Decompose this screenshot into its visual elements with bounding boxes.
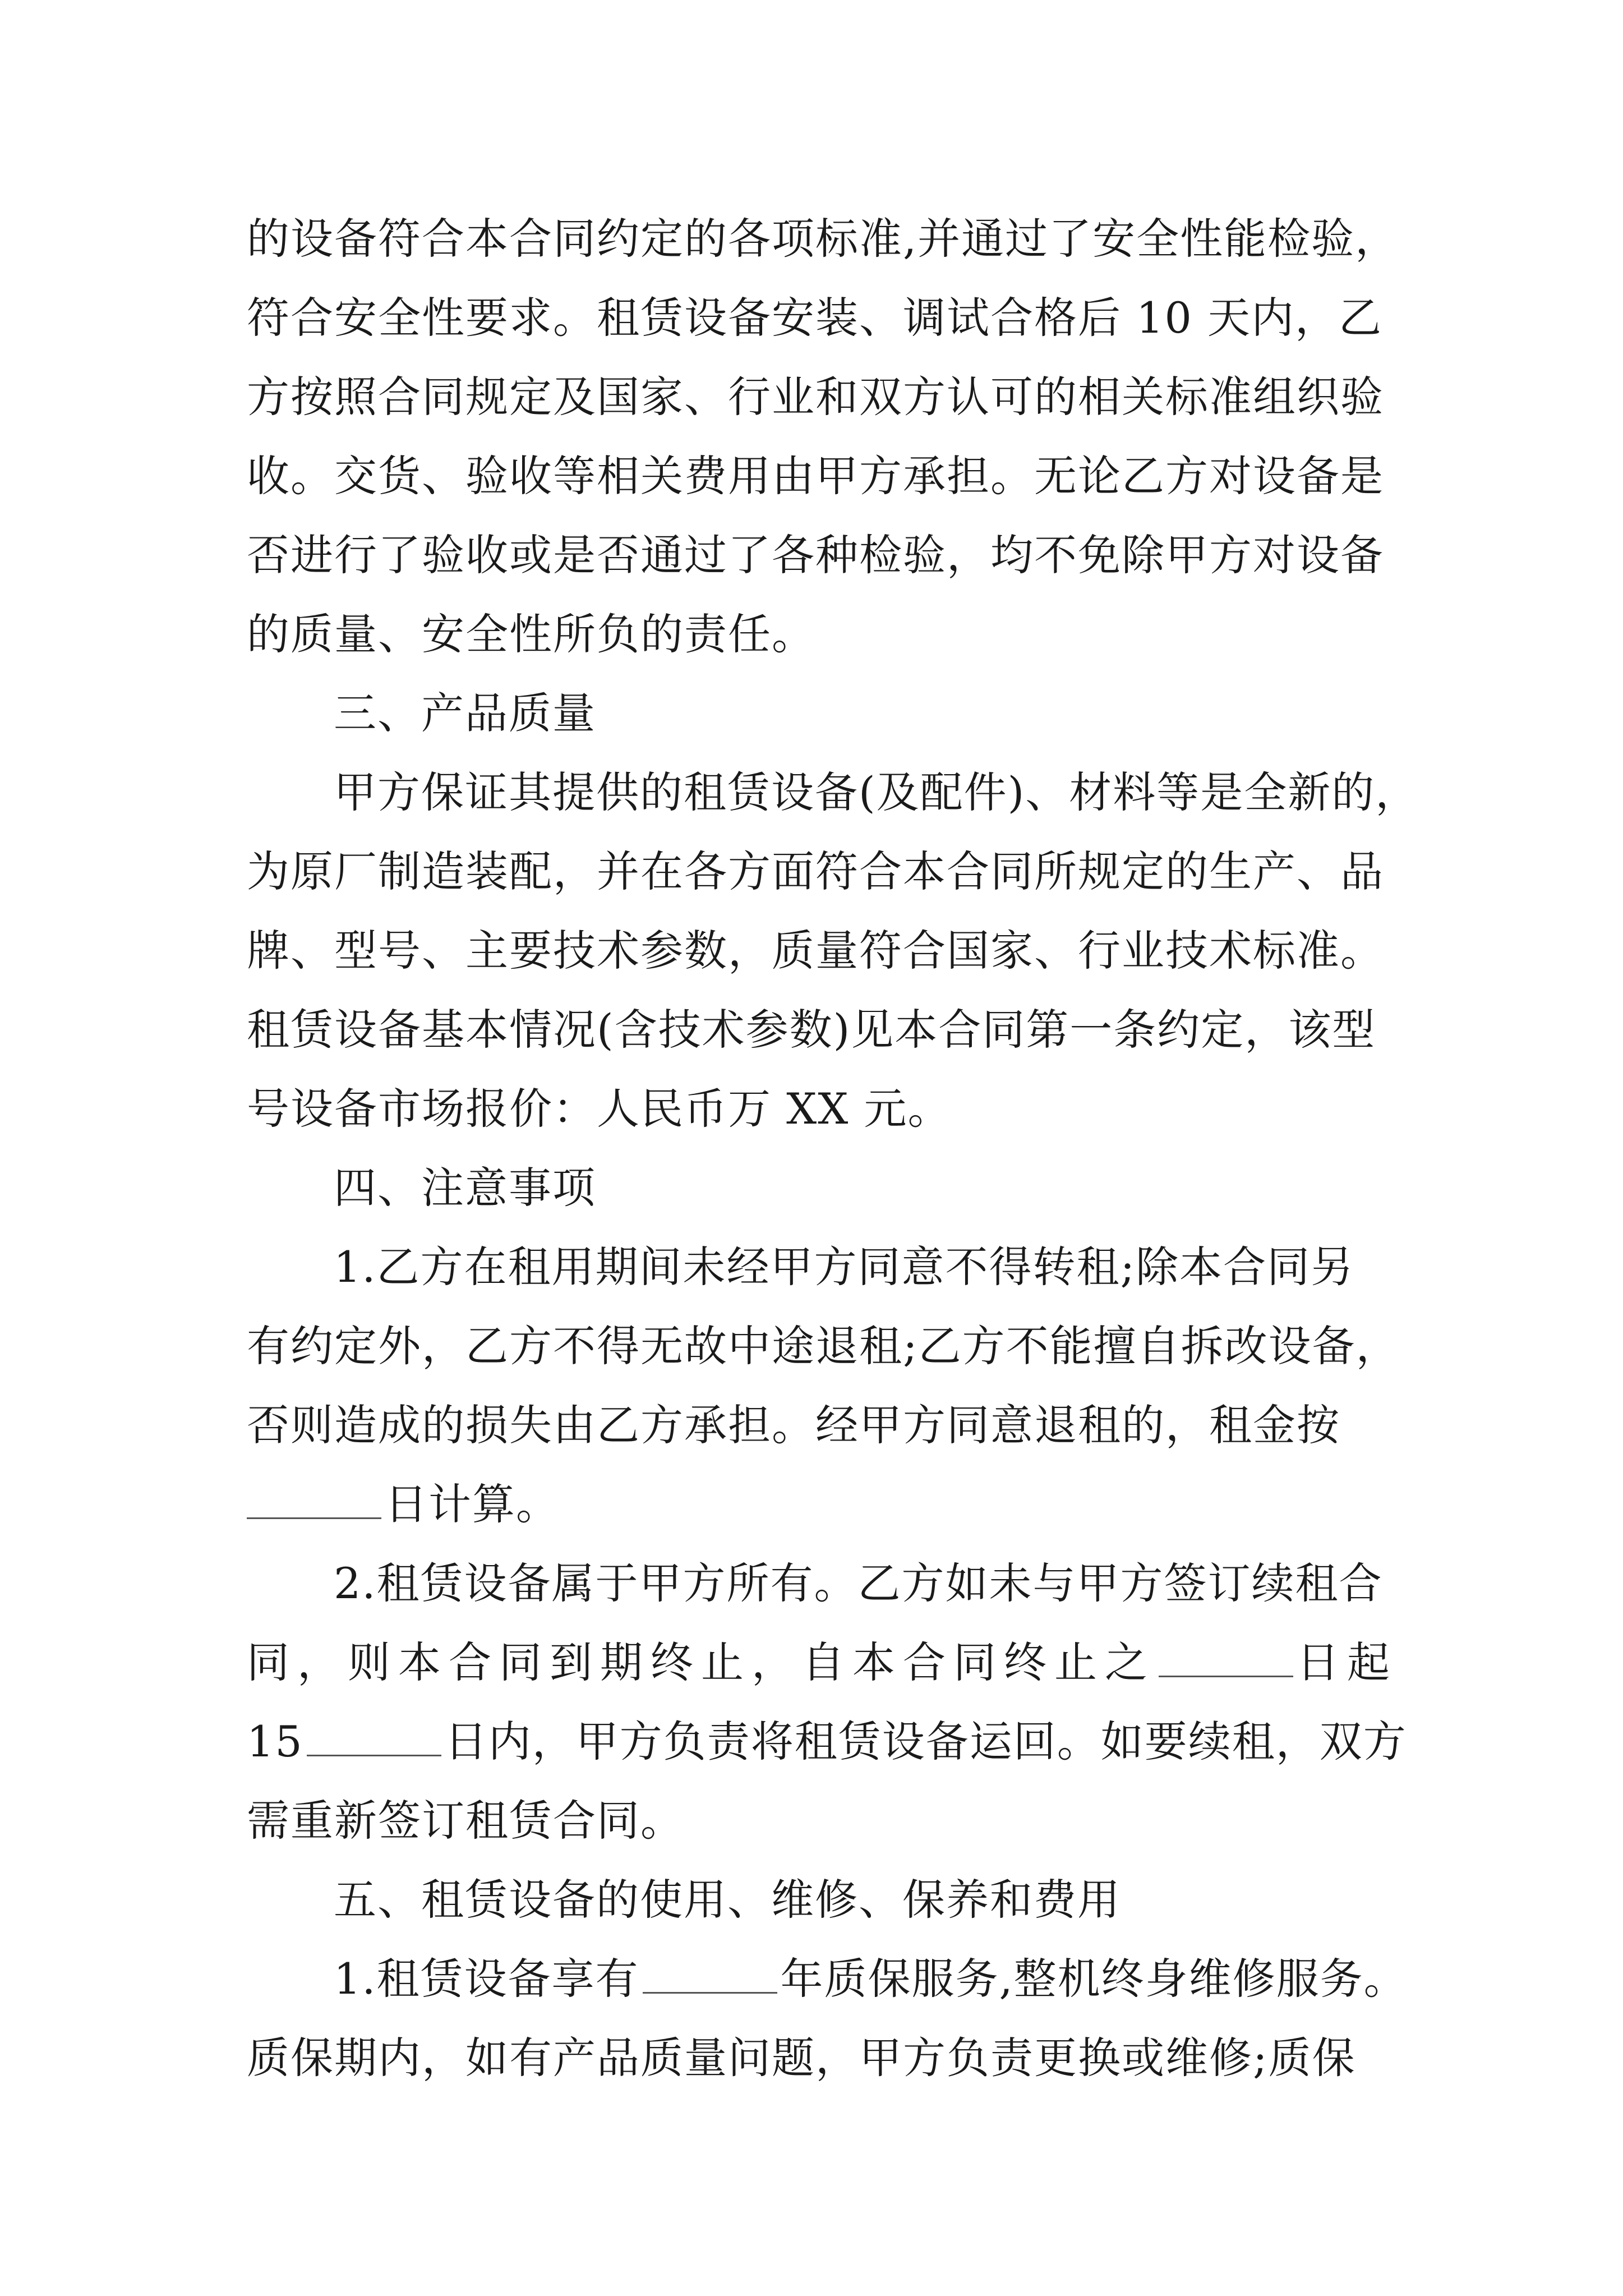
contract-body [247, 199, 1436, 2097]
paragraph-line: 2.租赁设备属于甲方所有。乙方如未与甲方签订续租合 [334, 1558, 1383, 1608]
paragraph-line-with-blank [247, 1623, 1436, 1702]
paragraph-line: 为原厂制造装配，并在各方面符合本合同所规定的生产、品 [247, 846, 1384, 896]
section-heading-notes: 四、注意事项 [334, 1163, 596, 1213]
paragraph-line: 否则造成的损失由乙方承担。经甲方同意退租的，租金按 [247, 1400, 1340, 1450]
paragraph-text: 年质保服务,整机终身维修服务。 [780, 1954, 1408, 2004]
paragraph-line: 质保期内，如有产品质量问题，甲方负责更换或维修;质保 [247, 2033, 1356, 2083]
paragraph-text: 1.租赁设备享有 [334, 1954, 639, 2004]
paragraph-line: 牌、型号、主要技术参数，质量符合国家、行业技术标准。 [247, 926, 1384, 976]
paragraph-line-with-blank [247, 1465, 1436, 1544]
paragraph-line: 收。交货、验收等相关费用由甲方承担。无论乙方对设备是 [247, 451, 1384, 501]
paragraph-line: 符合安全性要求。租赁设备安装、调试合格后 10 天内，乙 [247, 293, 1383, 343]
paragraph-line: 否进行了验收或是否通过了各种检验，均不免除甲方对设备 [247, 530, 1384, 580]
paragraph-line: 甲方保证其提供的租赁设备(及配件)、材料等是全新的， [334, 767, 1419, 817]
paragraph-text: 日起 [1297, 1637, 1398, 1687]
paragraph-line: 方按照合同规定及国家、行业和双方认可的相关标准组织验 [247, 372, 1384, 422]
fill-in-blank [307, 1720, 441, 1756]
paragraph-text: 15 [247, 1717, 303, 1766]
paragraph-text: 同，则本合同到期终止，自本合同终止之 [247, 1637, 1155, 1687]
paragraph-line: 1.乙方在租用期间未经甲方同意不得转租;除本合同另 [334, 1242, 1355, 1292]
paragraph-line: 的质量、安全性所负的责任。 [247, 609, 815, 659]
fill-in-blank [643, 1957, 777, 1994]
paragraph-line: 需重新签订租赁合同。 [247, 1796, 684, 1846]
paragraph-line: 租赁设备基本情况(含技术参数)见本合同第一条约定，该型 [247, 1005, 1376, 1055]
paragraph-line-with-blank [247, 1702, 1436, 1781]
paragraph-text: 日内，甲方负责将租赁设备运回。如要续租，双方 [444, 1717, 1407, 1766]
paragraph-line-with-blank [247, 1939, 1436, 2018]
paragraph-text: 日计算。 [385, 1479, 560, 1529]
section-heading-product-quality: 三、产品质量 [334, 688, 596, 738]
fill-in-blank [247, 1483, 381, 1519]
paragraph-line: 有约定外，乙方不得无故中途退租;乙方不能擅自拆改设备， [247, 1321, 1400, 1371]
paragraph-line: 号设备市场报价：人民币万 XX 元。 [247, 1084, 952, 1134]
paragraph-line: 的设备符合本合同约定的各项标准,并通过了安全性能检验， [247, 214, 1399, 264]
section-heading-usage-maintenance: 五、租赁设备的使用、维修、保养和费用 [334, 1875, 1121, 1925]
fill-in-blank [1159, 1641, 1293, 1677]
